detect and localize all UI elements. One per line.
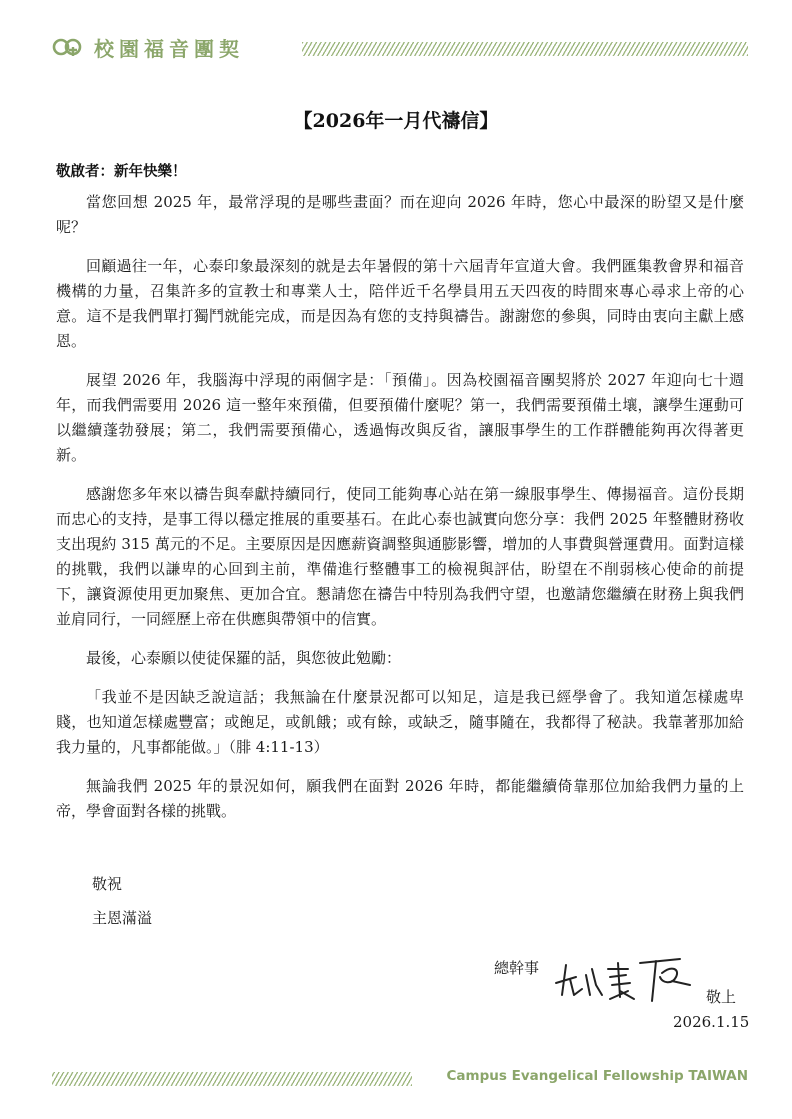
signer-title: 總幹事 (494, 959, 540, 977)
closing-salutation: 敬祝 (92, 875, 123, 893)
paragraph: 無論我們 2025 年的景況如何，願我們在面對 2026 年時，都能繼續倚靠那位加給我們力量的上帝，學會面對各樣的挑戰。 (56, 777, 744, 820)
paragraph: 回顧過往一年，心泰印象最深刻的就是去年暑假的第十六屆青年宣道大會。我們匯集教會界和福音機構的力量，召集許多的宣教士和專業人士，陪伴近千名學員用五天四夜的時間來專心尋求上帝的心意。這不是我們單打獨鬥就能完成，而是因為有您的支持與禱告。謝謝您的參與，同時由衷向主獻上感恩。 (56, 257, 744, 350)
paragraph: 展望 2026 年，我腦海中浮現的兩個字是：「預備」。因為校園福音團契將於 2027 年迎向七十週年，而我們需要用 2026 這一整年來預備，但要預備什麼呢？第一，我們需要預備土壤，讓學生運動可以繼續蓬勃發展；第二，我們需要預備心，透過悔改與反省，讓服事學生的工作群體能夠再次得著更新。 (56, 371, 744, 464)
page-header (52, 32, 748, 64)
letter-title: 【2026年一月代禱信】 (293, 110, 499, 132)
page-footer (52, 1068, 748, 1088)
footer-org-name: Campus Evangelical Fellowship TAIWAN (446, 1068, 748, 1084)
greeting: 敬啟者：新年快樂！ (56, 163, 187, 180)
letter-date: 2026.1.15 (673, 1013, 750, 1031)
footer-divider (52, 1072, 412, 1086)
org-name: 校園福音團契 (94, 37, 244, 61)
letter-body (56, 190, 744, 838)
paragraph: 最後，心泰願以使徒保羅的話，與您彼此勉勵： (86, 649, 402, 667)
header-divider (302, 42, 748, 56)
cef-logo-icon (52, 36, 86, 62)
handwritten-signature (552, 955, 702, 1007)
closing-blessing: 主恩滿溢 (92, 909, 153, 927)
paragraph: 感謝您多年來以禱告與奉獻持續同行，使同工能夠專心站在第一線服事學生、傳揚福音。這份長期而忠心的支持，是事工得以穩定推展的重要基石。在此心泰也誠實向您分享：我們 2025 年整體財務收支出現約 315 萬元的不足。主要原因是因應薪資調整與通膨影響，增加的人事費與營運費用。面對這樣的挑戰，我們以謙卑的心回到主前，準備進行整體事工的檢視與評估，盼望在不削弱核心使命的前提下，讓資源使用更加聚焦、更加合宜。懇請您在禱告中特別為我們守望，也邀請您繼續在財務上與我們並肩同行，一同經歷上帝在供應與帶領中的信實。 (56, 485, 744, 628)
signoff-respect: 敬上 (706, 988, 737, 1006)
paragraph: 當您回想 2025 年，最常浮現的是哪些畫面？而在迎向 2026 年時，您心中最深的盼望又是什麼呢？ (56, 193, 744, 236)
scripture-quote: 「我並不是因缺乏說這話；我無論在什麼景況都可以知足，這是我已經學會了。我知道怎樣處卑賤，也知道怎樣處豐富；或飽足，或飢餓；或有餘，或缺乏，隨事隨在，我都得了秘訣。我靠著那加給我力量的，凡事都能做。」（腓 4:11-13） (56, 688, 744, 756)
